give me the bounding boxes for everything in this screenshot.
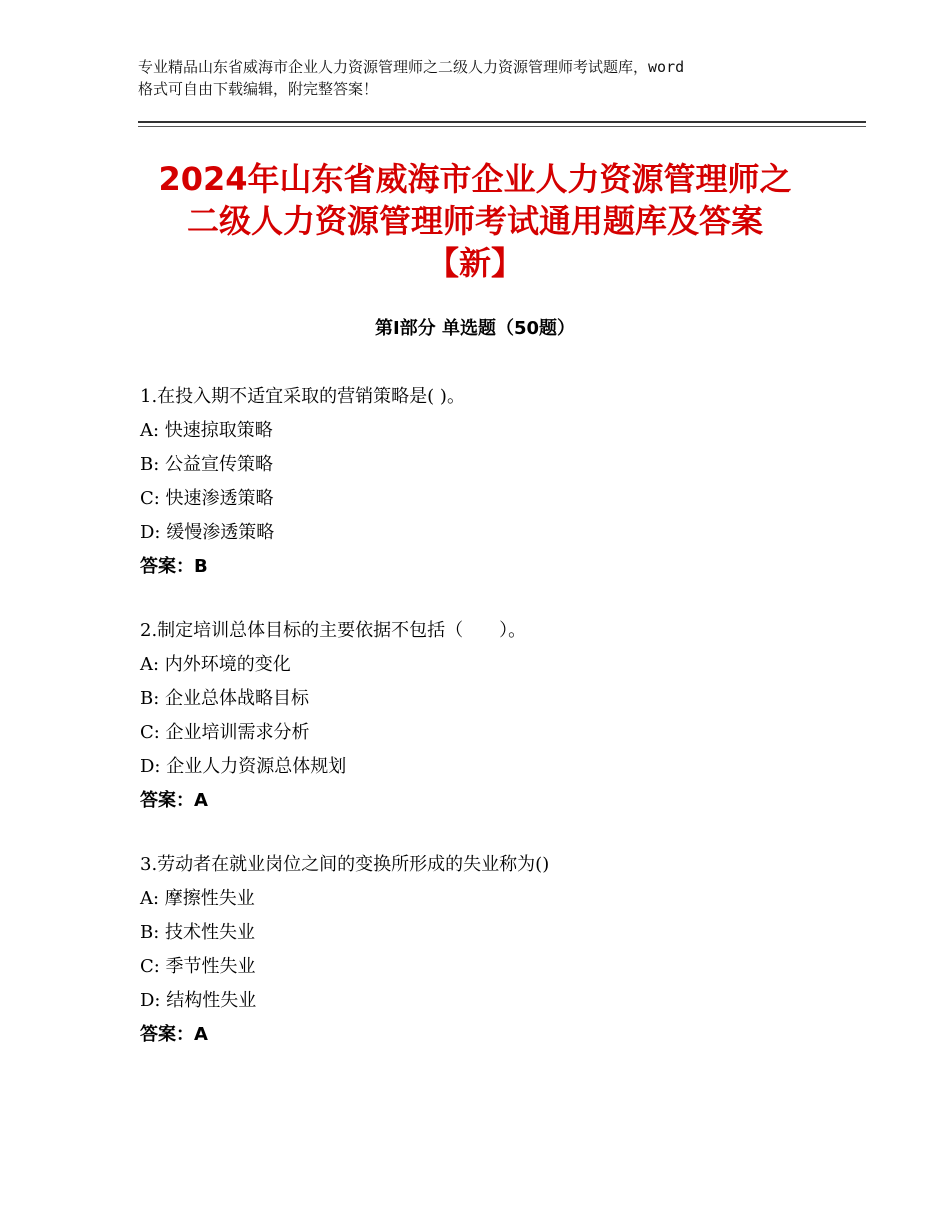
question-1 (140, 380, 840, 584)
question-3 (140, 848, 840, 1052)
title-line: 2024年山东省威海市企业人力资源管理师之 (158, 160, 792, 198)
header-divider-thin (138, 126, 866, 127)
option-c: C: 季节性失业 (140, 956, 256, 977)
question-stem: 3.劳动者在就业岗位之间的变换所形成的失业称为() (140, 854, 550, 875)
header-note-line: 专业精品山东省威海市企业人力资源管理师之二级人力资源管理师考试题库，word (138, 58, 685, 76)
option-d: D: 缓慢渗透策略 (140, 522, 275, 543)
option-b: B: 企业总体战略目标 (140, 688, 310, 709)
question-2 (140, 614, 840, 818)
option-c: C: 快速渗透策略 (140, 488, 274, 509)
option-a: A: 摩擦性失业 (140, 888, 255, 909)
answer: 答案：A (140, 1024, 208, 1045)
title-line: 【新】 (426, 244, 523, 282)
option-c: C: 企业培训需求分析 (140, 722, 310, 743)
option-d: D: 企业人力资源总体规划 (140, 756, 347, 777)
header-note (138, 56, 828, 100)
answer: 答案：A (140, 790, 208, 811)
header-note-line: 格式可自由下载编辑，附完整答案！ (138, 80, 379, 98)
option-b: B: 公益宣传策略 (140, 454, 274, 475)
option-a: A: 内外环境的变化 (140, 654, 291, 675)
answer: 答案：B (140, 556, 208, 577)
question-stem: 2.制定培训总体目标的主要依据不包括（ ）。 (140, 620, 527, 641)
option-a: A: 快速掠取策略 (140, 420, 273, 441)
title-line: 二级人力资源管理师考试通用题库及答案 (186, 202, 763, 240)
section-heading: 第Ⅰ部分 单选题（50题） (374, 318, 575, 339)
option-b: B: 技术性失业 (140, 922, 256, 943)
question-stem: 1.在投入期不适宜采取的营销策略是( )。 (140, 386, 465, 407)
option-d: D: 结构性失业 (140, 990, 257, 1011)
question-list (140, 380, 840, 1082)
header-divider-thick (138, 121, 866, 123)
document-title (100, 158, 850, 284)
